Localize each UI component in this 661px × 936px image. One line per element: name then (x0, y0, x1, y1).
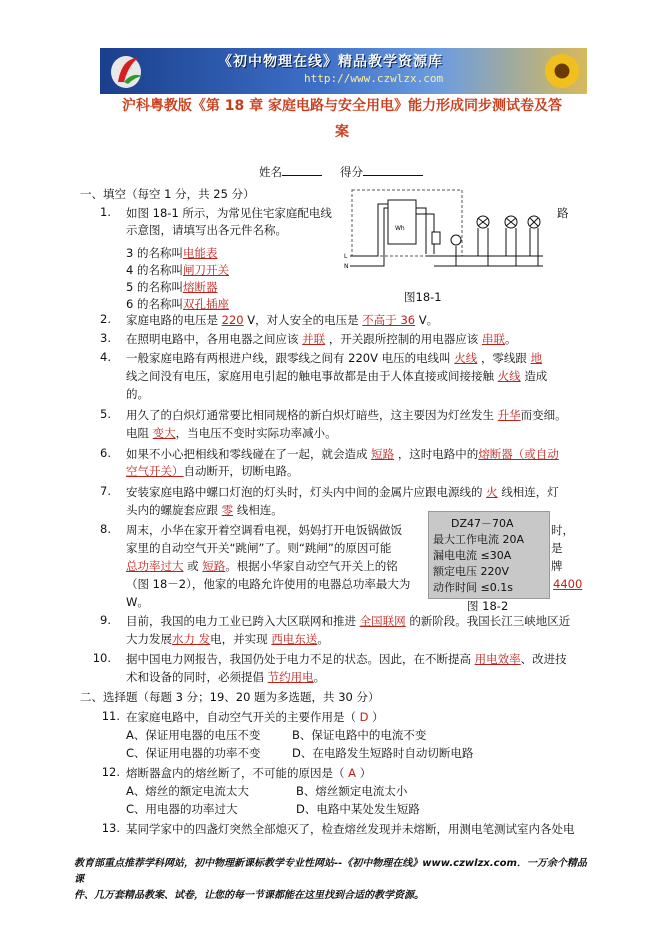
q8-text-5: W。 (126, 595, 149, 609)
q10-number: 10. (92, 651, 111, 665)
figure-18-2-caption: 图 18-2 (467, 599, 509, 613)
q4-text-3: 的。 (126, 387, 149, 401)
q13-number: 13. (101, 821, 120, 835)
score-field: 得分 (340, 164, 423, 180)
q1-item-3: 3 的名称叫电能表 (126, 246, 218, 260)
q6-text-2: 空气开关）自动断开，切断电路。 (126, 464, 299, 478)
section-fill-heading: 一、填空（每空 1 分，共 25 分） (80, 187, 255, 201)
q11-text: 在家庭电路中，自动空气开关的主要作用是（ D ） (126, 710, 384, 724)
figure-18-1-caption: 图18-1 (404, 290, 442, 304)
q3-number: 3. (100, 331, 111, 345)
q12-option-c: C、用电器的功率过大 (126, 802, 238, 816)
q8-number: 8. (100, 522, 111, 536)
svg-text:Wh: Wh (395, 225, 405, 232)
q8-text-3: 总功率过大 或 短路。根据小华家自动空气开关上的铭 (126, 559, 398, 573)
q7-number: 7. (100, 484, 111, 498)
q11-option-a: A、保证用电器的电压不变 (126, 728, 261, 742)
header-banner (100, 48, 587, 94)
svg-text:N: N (344, 263, 349, 270)
q5-text: 用久了的白炽灯通常要比相同规格的新白炽灯暗些，这主要因为灯丝发生 升华而变细。 (126, 408, 567, 422)
q5-text-2: 电阻 变大，当电压不变时实际功率减小。 (126, 426, 337, 440)
q1-text-end: 路 (557, 206, 569, 220)
name-field: 姓名 (259, 164, 322, 180)
q12-option-d: D、电路中某处发生短路 (296, 802, 420, 816)
q8-text: 周末，小华在家开着空调看电视，妈妈打开电饭锅做饭 (126, 523, 402, 537)
q11-option-b: B、保证电路中的电流不变 (292, 728, 427, 742)
svg-text:L: L (344, 253, 348, 260)
q2-number: 2. (100, 312, 111, 326)
q8-text-4: （图 18－2），他家的电路允许使用的电器总功率最大为 (126, 577, 411, 591)
q12-option-a: A、熔丝的额定电流太大 (126, 784, 249, 798)
q9-number: 9. (100, 613, 111, 627)
q8-text-2: 家里的自动空气开关“跳闸”了。则“跳闸”的原因可能 (126, 541, 392, 555)
page-footer: 教育部重点推荐学科网站，初中物理新课标教学专业性网站--《初中物理在线》www.czwlzx.com．一万余个精品课 件、几万套精品教案、试卷，让您的每一节课都能在这里找到合适的教学资源。 (74, 858, 587, 901)
site-logo-icon (108, 52, 148, 90)
wiring-diagram (338, 188, 543, 288)
banner-title: 《初中物理在线》精品教学资源库 (218, 54, 443, 70)
q9-text: 目前，我国的电力工业已跨入大区联网和推进 全国联网 的新阶段。我国长江三峡地区近 (126, 614, 571, 628)
q12-text: 熔断器盒内的熔丝断了，不可能的原因是（ A ） (126, 766, 372, 780)
q5-number: 5. (100, 407, 111, 421)
q6-number: 6. (100, 446, 111, 460)
breaker-nameplate: DZ47－70A 最大工作电流 20A 漏电电流 ≤30A 额定电压 220V 动作时间 ≤0.1s (428, 511, 550, 599)
sunflower-icon (545, 54, 579, 88)
section-choice-heading: 二、选择题（每题 3 分；19、20 题为多选题，共 30 分） (80, 690, 380, 704)
q13-text: 某同学家中的四盏灯突然全部熄灭了，检查熔丝发现并未熔断，用测电笔测试室内各处电 (126, 822, 575, 836)
q6-text: 如果不小心把相线和零线碰在了一起，就会造成 短路 ，这时电路中的熔断器（或自动 (126, 447, 559, 461)
q11-option-d: D、在电路发生短路时自动切断电路 (292, 746, 474, 760)
q12-number: 12. (101, 765, 120, 779)
q4-text-2: 线之间没有电压，家庭用电引起的触电事故都是由于人体直接或间接接触 火线 造成 (126, 369, 548, 383)
q12-option-b: B、熔丝额定电流太小 (296, 784, 408, 798)
q8-text-3-end: 牌 (551, 559, 563, 573)
q8-text-2-end: 是 (551, 541, 563, 555)
q4-text: 一般家庭电路有两根进户线，跟零线之间有 220V 电压的电线叫 火线 ，零线跟 地 (126, 351, 543, 365)
q7-text: 安装家庭电路中螺口灯泡的灯头时，灯头内中间的金属片应跟电源线的 火 线相连，灯 (126, 485, 559, 499)
page-title: 沪科粤教版《第 18 章 家庭电路与安全用电》能力形成同步测试卷及答 案 (121, 98, 563, 140)
q1-item-6: 6 的名称叫双孔插座 (126, 297, 229, 311)
q7-text-2: 头内的螺旋套应跟 零 线相连。 (126, 503, 283, 517)
q10-text-2: 术和设备的同时，必须提倡 节约用电。 (126, 670, 326, 684)
q1-number: 1. (100, 205, 111, 219)
q1-text-2: 示意图，请填写出各元件名称。 (126, 223, 287, 237)
q11-number: 11. (101, 709, 120, 723)
q3-text: 在照明电路中，各用电器之间应该 并联 ，开关跟所控制的用电器应该 串联。 (126, 332, 517, 346)
q8-text-end: 时， (551, 523, 574, 537)
q2-text: 家庭电路的电压是 220 V，对人安全的电压是 不高于 36 V。 (126, 313, 439, 327)
q1-item-5: 5 的名称叫熔断器 (126, 280, 218, 294)
q11-option-c: C、保证用电器的功率不变 (126, 746, 261, 760)
q1-item-4: 4 的名称叫闸刀开关 (126, 263, 229, 277)
q4-number: 4. (100, 350, 111, 364)
banner-url[interactable]: http://www.czwlzx.com (304, 72, 444, 85)
q9-text-2: 大力发展水力 发电，并实现 西电东送。 (126, 632, 329, 646)
q8-answer-power: 4400 (553, 577, 583, 591)
q1-text: 如图 18-1 所示，为常见住宅家庭配电线 (126, 206, 332, 220)
q10-text: 据中国电力网报告，我国仍处于电力不足的状态。因此，在不断提高 用电效率、改进技 (126, 652, 567, 666)
